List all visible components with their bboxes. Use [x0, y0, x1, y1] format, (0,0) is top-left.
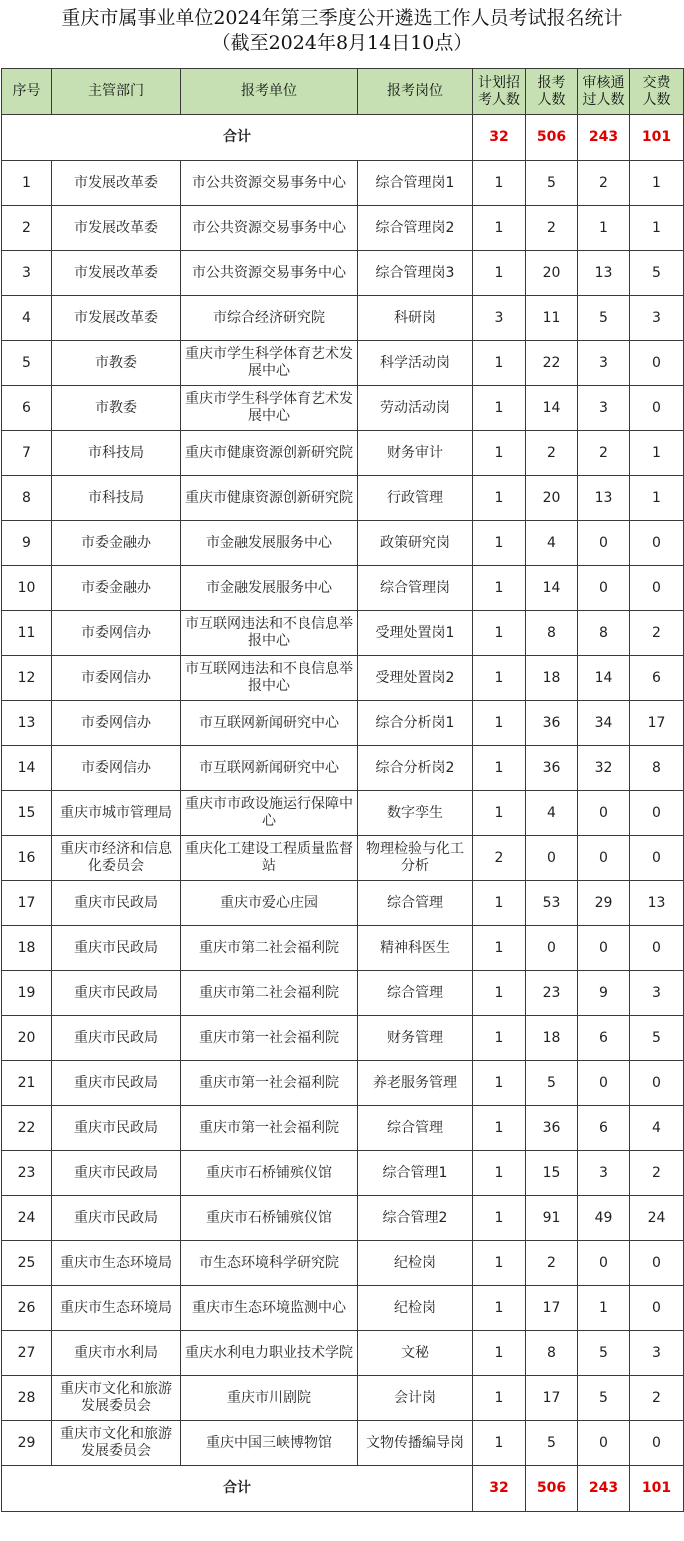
table-row: [2, 566, 684, 611]
cell-paid: 0: [630, 386, 684, 431]
table-row: [2, 1196, 684, 1241]
cell-paid: 3: [630, 296, 684, 341]
cell-seq: 7: [2, 431, 52, 476]
cell-plan: 1: [473, 1196, 526, 1241]
cell-seq: 23: [2, 1151, 52, 1196]
cell-post: 养老服务管理: [358, 1061, 473, 1106]
cell-pass: 0: [578, 566, 630, 611]
cell-apply: 5: [526, 161, 578, 206]
cell-post: 综合管理岗3: [358, 251, 473, 296]
cell-plan: 2: [473, 836, 526, 881]
cell-plan: 3: [473, 296, 526, 341]
registration-table: [1, 68, 684, 1512]
cell-paid: 1: [630, 161, 684, 206]
total-plan: 32: [473, 115, 526, 161]
cell-seq: 8: [2, 476, 52, 521]
cell-pass: 34: [578, 701, 630, 746]
table-row: [2, 656, 684, 701]
cell-plan: 1: [473, 971, 526, 1016]
cell-post: 纪检岗: [358, 1241, 473, 1286]
cell-paid: 8: [630, 746, 684, 791]
cell-unit: 重庆市市政设施运行保障中心: [181, 791, 358, 836]
header-dept: 主管部门: [52, 69, 181, 115]
cell-seq: 2: [2, 206, 52, 251]
cell-apply: 14: [526, 386, 578, 431]
cell-apply: 15: [526, 1151, 578, 1196]
table-row: [2, 881, 684, 926]
cell-unit: 市互联网新闻研究中心: [181, 746, 358, 791]
cell-paid: 0: [630, 926, 684, 971]
cell-apply: 53: [526, 881, 578, 926]
cell-apply: 36: [526, 701, 578, 746]
cell-seq: 18: [2, 926, 52, 971]
cell-plan: 1: [473, 1286, 526, 1331]
table-row: [2, 1061, 684, 1106]
cell-seq: 29: [2, 1421, 52, 1466]
cell-seq: 3: [2, 251, 52, 296]
cell-unit: 重庆中国三峡博物馆: [181, 1421, 358, 1466]
header-row: [2, 69, 684, 115]
cell-plan: 1: [473, 1016, 526, 1061]
cell-unit: 重庆市第二社会福利院: [181, 971, 358, 1016]
cell-post: 数字孪生: [358, 791, 473, 836]
cell-post: 文物传播编导岗: [358, 1421, 473, 1466]
cell-unit: 重庆水利电力职业技术学院: [181, 1331, 358, 1376]
cell-apply: 17: [526, 1376, 578, 1421]
cell-post: 文秘: [358, 1331, 473, 1376]
cell-apply: 5: [526, 1061, 578, 1106]
total-plan: 32: [473, 1466, 526, 1512]
cell-paid: 5: [630, 251, 684, 296]
cell-apply: 36: [526, 1106, 578, 1151]
cell-plan: 1: [473, 656, 526, 701]
cell-pass: 13: [578, 251, 630, 296]
cell-pass: 0: [578, 1061, 630, 1106]
cell-apply: 91: [526, 1196, 578, 1241]
cell-unit: 重庆市第一社会福利院: [181, 1016, 358, 1061]
table-row: [2, 1106, 684, 1151]
cell-pass: 0: [578, 926, 630, 971]
cell-apply: 8: [526, 1331, 578, 1376]
cell-apply: 17: [526, 1286, 578, 1331]
cell-plan: 1: [473, 1241, 526, 1286]
cell-paid: 0: [630, 836, 684, 881]
table-row: [2, 431, 684, 476]
cell-pass: 0: [578, 1241, 630, 1286]
cell-apply: 14: [526, 566, 578, 611]
table-row: [2, 386, 684, 431]
cell-apply: 2: [526, 431, 578, 476]
cell-unit: 重庆市川剧院: [181, 1376, 358, 1421]
cell-post: 纪检岗: [358, 1286, 473, 1331]
cell-unit: 市互联网违法和不良信息举报中心: [181, 656, 358, 701]
cell-pass: 3: [578, 386, 630, 431]
cell-seq: 28: [2, 1376, 52, 1421]
header-plan-l2: 考人数: [478, 91, 520, 108]
cell-paid: 4: [630, 1106, 684, 1151]
cell-paid: 2: [630, 1376, 684, 1421]
cell-plan: 1: [473, 1376, 526, 1421]
cell-dept: 重庆市民政局: [52, 1151, 181, 1196]
cell-apply: 2: [526, 1241, 578, 1286]
cell-post: 综合分析岗1: [358, 701, 473, 746]
cell-seq: 5: [2, 341, 52, 386]
cell-apply: 0: [526, 836, 578, 881]
table-row: [2, 611, 684, 656]
cell-pass: 0: [578, 836, 630, 881]
cell-plan: 1: [473, 386, 526, 431]
cell-seq: 12: [2, 656, 52, 701]
cell-dept: 市委网信办: [52, 701, 181, 746]
cell-pass: 5: [578, 296, 630, 341]
cell-unit: 重庆市第一社会福利院: [181, 1061, 358, 1106]
cell-paid: 0: [630, 791, 684, 836]
table-row: [2, 701, 684, 746]
cell-pass: 29: [578, 881, 630, 926]
total-pass: 243: [578, 1466, 630, 1512]
table-row: [2, 791, 684, 836]
cell-dept: 重庆市生态环境局: [52, 1241, 181, 1286]
cell-plan: 1: [473, 791, 526, 836]
cell-dept: 市科技局: [52, 431, 181, 476]
cell-pass: 5: [578, 1376, 630, 1421]
cell-seq: 15: [2, 791, 52, 836]
cell-pass: 0: [578, 791, 630, 836]
total-apply: 506: [526, 1466, 578, 1512]
cell-dept: 市发展改革委: [52, 296, 181, 341]
cell-plan: 1: [473, 341, 526, 386]
cell-apply: 8: [526, 611, 578, 656]
cell-post: 综合管理岗1: [358, 161, 473, 206]
cell-post: 综合管理岗: [358, 566, 473, 611]
cell-dept: 重庆市经济和信息化委员会: [52, 836, 181, 881]
header-apply-l2: 人数: [537, 91, 566, 108]
cell-plan: 1: [473, 161, 526, 206]
cell-dept: 重庆市民政局: [52, 1061, 181, 1106]
cell-apply: 18: [526, 1016, 578, 1061]
cell-plan: 1: [473, 1106, 526, 1151]
table-row: [2, 1151, 684, 1196]
cell-unit: 市公共资源交易事务中心: [181, 251, 358, 296]
cell-pass: 6: [578, 1106, 630, 1151]
cell-dept: 重庆市民政局: [52, 1196, 181, 1241]
cell-dept: 市委网信办: [52, 656, 181, 701]
cell-dept: 重庆市生态环境局: [52, 1286, 181, 1331]
cell-plan: 1: [473, 746, 526, 791]
cell-plan: 1: [473, 521, 526, 566]
cell-paid: 0: [630, 566, 684, 611]
cell-apply: 20: [526, 476, 578, 521]
cell-post: 综合管理: [358, 971, 473, 1016]
cell-paid: 6: [630, 656, 684, 701]
cell-post: 物理检验与化工分析: [358, 836, 473, 881]
cell-unit: 重庆市生态环境监测中心: [181, 1286, 358, 1331]
header-paid-l2: 人数: [642, 91, 671, 108]
cell-paid: 1: [630, 431, 684, 476]
cell-seq: 26: [2, 1286, 52, 1331]
cell-apply: 2: [526, 206, 578, 251]
table-row: [2, 1331, 684, 1376]
cell-seq: 22: [2, 1106, 52, 1151]
cell-pass: 1: [578, 1286, 630, 1331]
cell-unit: 重庆市石桥铺殡仪馆: [181, 1196, 358, 1241]
cell-post: 受理处置岗1: [358, 611, 473, 656]
cell-pass: 13: [578, 476, 630, 521]
cell-pass: 3: [578, 341, 630, 386]
cell-dept: 重庆市民政局: [52, 971, 181, 1016]
cell-plan: 1: [473, 206, 526, 251]
table-row: [2, 836, 684, 881]
cell-plan: 1: [473, 881, 526, 926]
cell-dept: 市委金融办: [52, 521, 181, 566]
total-row-top: [2, 115, 684, 161]
cell-pass: 14: [578, 656, 630, 701]
total-pass: 243: [578, 115, 630, 161]
cell-paid: 1: [630, 476, 684, 521]
cell-unit: 重庆市石桥铺殡仪馆: [181, 1151, 358, 1196]
cell-dept: 重庆市民政局: [52, 1016, 181, 1061]
table-row: [2, 161, 684, 206]
cell-apply: 11: [526, 296, 578, 341]
cell-post: 受理处置岗2: [358, 656, 473, 701]
cell-plan: 1: [473, 1331, 526, 1376]
table-row: [2, 521, 684, 566]
cell-pass: 0: [578, 521, 630, 566]
cell-paid: 3: [630, 1331, 684, 1376]
header-pass-l2: 过人数: [582, 91, 625, 108]
cell-unit: 市互联网新闻研究中心: [181, 701, 358, 746]
cell-dept: 市教委: [52, 341, 181, 386]
cell-paid: 13: [630, 881, 684, 926]
title-line-2: （截至2024年8月14日10点）: [211, 32, 473, 54]
cell-seq: 19: [2, 971, 52, 1016]
cell-post: 综合管理1: [358, 1151, 473, 1196]
header-plan: [473, 69, 526, 115]
table-row: [2, 296, 684, 341]
cell-apply: 5: [526, 1421, 578, 1466]
cell-plan: 1: [473, 1061, 526, 1106]
cell-dept: 重庆市城市管理局: [52, 791, 181, 836]
table-row: [2, 1421, 684, 1466]
cell-paid: 17: [630, 701, 684, 746]
cell-post: 财务管理: [358, 1016, 473, 1061]
cell-paid: 2: [630, 1151, 684, 1196]
header-pass-l1: 审核通: [582, 74, 625, 91]
cell-unit: 重庆化工建设工程质量监督站: [181, 836, 358, 881]
cell-paid: 24: [630, 1196, 684, 1241]
cell-apply: 36: [526, 746, 578, 791]
cell-plan: 1: [473, 476, 526, 521]
page-title: [0, 6, 684, 56]
cell-paid: 0: [630, 1061, 684, 1106]
cell-paid: 1: [630, 206, 684, 251]
cell-seq: 4: [2, 296, 52, 341]
cell-dept: 重庆市民政局: [52, 926, 181, 971]
cell-apply: 4: [526, 791, 578, 836]
cell-pass: 5: [578, 1331, 630, 1376]
cell-dept: 重庆市民政局: [52, 1106, 181, 1151]
cell-unit: 市公共资源交易事务中心: [181, 161, 358, 206]
cell-unit: 重庆市健康资源创新研究院: [181, 431, 358, 476]
cell-unit: 市金融发展服务中心: [181, 521, 358, 566]
cell-paid: 3: [630, 971, 684, 1016]
cell-seq: 14: [2, 746, 52, 791]
cell-unit: 市生态环境科学研究院: [181, 1241, 358, 1286]
cell-post: 科研岗: [358, 296, 473, 341]
cell-unit: 重庆市爱心庄园: [181, 881, 358, 926]
cell-seq: 20: [2, 1016, 52, 1061]
cell-dept: 市科技局: [52, 476, 181, 521]
cell-post: 综合管理岗2: [358, 206, 473, 251]
cell-post: 会计岗: [358, 1376, 473, 1421]
cell-paid: 5: [630, 1016, 684, 1061]
cell-dept: 市发展改革委: [52, 251, 181, 296]
header-pass: [578, 69, 630, 115]
total-label: 合计: [2, 115, 473, 161]
cell-apply: 20: [526, 251, 578, 296]
table-row: [2, 926, 684, 971]
cell-plan: 1: [473, 1151, 526, 1196]
cell-dept: 市委金融办: [52, 566, 181, 611]
cell-pass: 1: [578, 206, 630, 251]
cell-dept: 市发展改革委: [52, 206, 181, 251]
header-paid-l1: 交费: [642, 74, 671, 91]
cell-dept: 重庆市文化和旅游发展委员会: [52, 1421, 181, 1466]
table-row: [2, 1241, 684, 1286]
table-row: [2, 971, 684, 1016]
cell-pass: 2: [578, 431, 630, 476]
cell-paid: 0: [630, 1286, 684, 1331]
cell-unit: 市综合经济研究院: [181, 296, 358, 341]
cell-seq: 10: [2, 566, 52, 611]
total-row-bottom: [2, 1466, 684, 1512]
cell-seq: 16: [2, 836, 52, 881]
cell-paid: 0: [630, 1421, 684, 1466]
cell-plan: 1: [473, 1421, 526, 1466]
cell-post: 劳动活动岗: [358, 386, 473, 431]
cell-unit: 市金融发展服务中心: [181, 566, 358, 611]
cell-dept: 市发展改革委: [52, 161, 181, 206]
cell-dept: 市委网信办: [52, 611, 181, 656]
cell-apply: 4: [526, 521, 578, 566]
cell-post: 综合管理: [358, 1106, 473, 1151]
cell-seq: 6: [2, 386, 52, 431]
cell-unit: 市公共资源交易事务中心: [181, 206, 358, 251]
cell-dept: 重庆市民政局: [52, 881, 181, 926]
header-apply-l1: 报考: [537, 74, 566, 91]
cell-seq: 27: [2, 1331, 52, 1376]
cell-dept: 重庆市水利局: [52, 1331, 181, 1376]
cell-seq: 9: [2, 521, 52, 566]
cell-plan: 1: [473, 611, 526, 656]
cell-seq: 13: [2, 701, 52, 746]
cell-dept: 重庆市文化和旅游发展委员会: [52, 1376, 181, 1421]
header-unit: 报考单位: [181, 69, 358, 115]
header-plan-l1: 计划招: [478, 74, 520, 91]
cell-seq: 1: [2, 161, 52, 206]
cell-pass: 9: [578, 971, 630, 1016]
cell-apply: 23: [526, 971, 578, 1016]
header-paid: [630, 69, 684, 115]
cell-seq: 17: [2, 881, 52, 926]
cell-unit: 重庆市第二社会福利院: [181, 926, 358, 971]
cell-dept: 市委网信办: [52, 746, 181, 791]
cell-plan: 1: [473, 701, 526, 746]
table-row: [2, 341, 684, 386]
total-paid: 101: [630, 1466, 684, 1512]
cell-pass: 2: [578, 161, 630, 206]
cell-pass: 6: [578, 1016, 630, 1061]
header-post: 报考岗位: [358, 69, 473, 115]
cell-post: 财务审计: [358, 431, 473, 476]
cell-unit: 市互联网违法和不良信息举报中心: [181, 611, 358, 656]
total-paid: 101: [630, 115, 684, 161]
cell-post: 综合管理: [358, 881, 473, 926]
cell-paid: 0: [630, 1241, 684, 1286]
cell-unit: 重庆市第一社会福利院: [181, 1106, 358, 1151]
cell-dept: 市教委: [52, 386, 181, 431]
cell-seq: 11: [2, 611, 52, 656]
cell-seq: 21: [2, 1061, 52, 1106]
cell-pass: 3: [578, 1151, 630, 1196]
table-row: [2, 746, 684, 791]
cell-pass: 0: [578, 1421, 630, 1466]
cell-plan: 1: [473, 926, 526, 971]
header-seq: 序号: [2, 69, 52, 115]
cell-post: 政策研究岗: [358, 521, 473, 566]
cell-unit: 重庆市学生科学体育艺术发展中心: [181, 341, 358, 386]
table-row: [2, 1376, 684, 1421]
cell-post: 综合管理2: [358, 1196, 473, 1241]
cell-pass: 8: [578, 611, 630, 656]
cell-pass: 32: [578, 746, 630, 791]
cell-seq: 25: [2, 1241, 52, 1286]
table-row: [2, 476, 684, 521]
table-row: [2, 251, 684, 296]
cell-seq: 24: [2, 1196, 52, 1241]
table-row: [2, 1016, 684, 1061]
title-line-1: 重庆市属事业单位2024年第三季度公开遴选工作人员考试报名统计: [61, 7, 623, 29]
cell-apply: 18: [526, 656, 578, 701]
cell-plan: 1: [473, 431, 526, 476]
cell-post: 行政管理: [358, 476, 473, 521]
cell-plan: 1: [473, 251, 526, 296]
table-row: [2, 1286, 684, 1331]
cell-unit: 重庆市学生科学体育艺术发展中心: [181, 386, 358, 431]
header-apply: [526, 69, 578, 115]
cell-apply: 22: [526, 341, 578, 386]
cell-pass: 49: [578, 1196, 630, 1241]
cell-apply: 0: [526, 926, 578, 971]
total-label: 合计: [2, 1466, 473, 1512]
cell-post: 综合分析岗2: [358, 746, 473, 791]
cell-paid: 2: [630, 611, 684, 656]
table-row: [2, 206, 684, 251]
cell-post: 科学活动岗: [358, 341, 473, 386]
cell-paid: 0: [630, 341, 684, 386]
total-apply: 506: [526, 115, 578, 161]
cell-post: 精神科医生: [358, 926, 473, 971]
cell-plan: 1: [473, 566, 526, 611]
cell-unit: 重庆市健康资源创新研究院: [181, 476, 358, 521]
cell-paid: 0: [630, 521, 684, 566]
